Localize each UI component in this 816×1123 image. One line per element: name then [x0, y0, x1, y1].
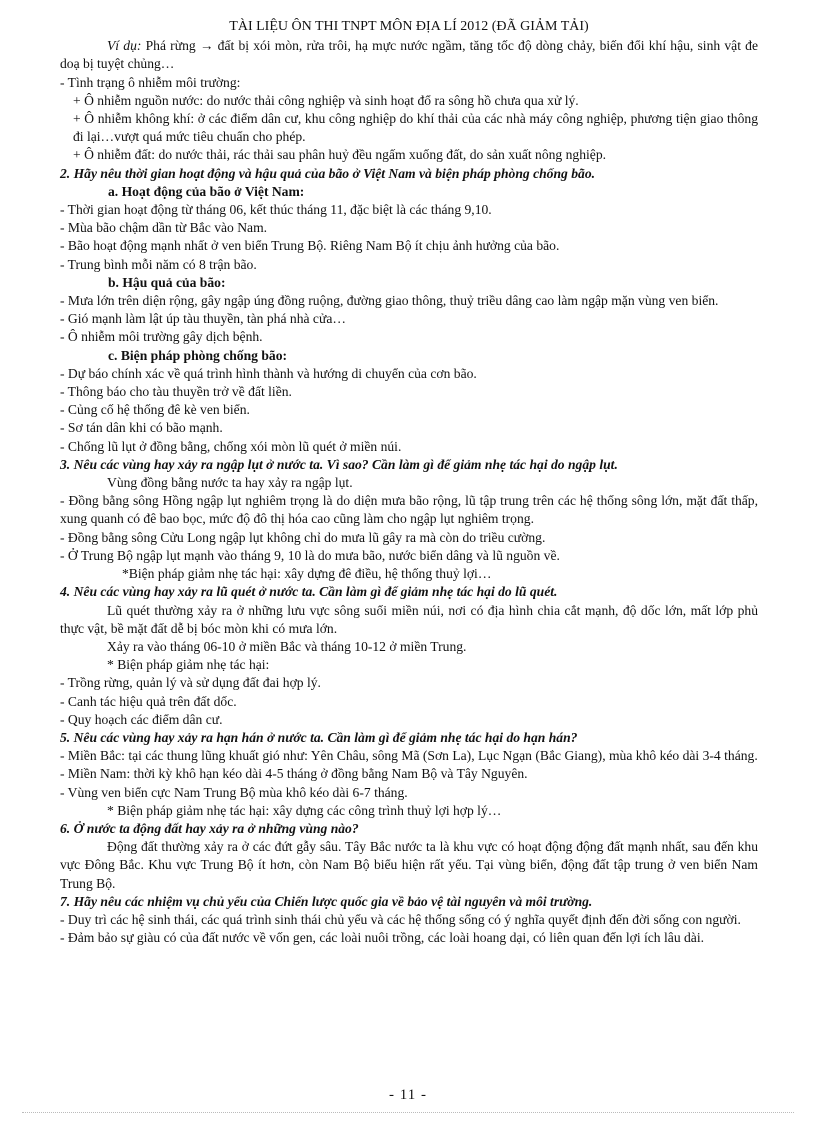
- paragraph: [60, 911, 758, 929]
- paragraph: [60, 419, 758, 437]
- paragraph: [60, 438, 758, 456]
- paragraph: [60, 219, 758, 237]
- paragraph-text: - Miền Nam: thời kỳ khô hạn kéo dài 4-5 tháng ở đồng bằng Nam Bộ và Tây Nguyên.: [60, 766, 528, 782]
- paragraph-text: *Biện pháp giảm nhẹ tác hại: xây dựng đê điều, hệ thống thuỷ lợi…: [122, 566, 492, 582]
- paragraph-text: * Biện pháp giảm nhẹ tác hại: xây dựng các công trình thuỷ lợi hợp lý…: [107, 802, 502, 818]
- paragraph: [60, 74, 758, 92]
- page-number-text: - 11 -: [389, 1087, 427, 1103]
- paragraph-text: - Ô nhiễm môi trường gây dịch bệnh.: [60, 329, 263, 345]
- paragraph: [60, 328, 758, 346]
- paragraph-text: - Gió mạnh làm lật úp tàu thuyền, tàn phá nhà cửa…: [60, 311, 346, 327]
- question-heading: [60, 583, 758, 601]
- paragraph-text: - Trung bình mỗi năm có 8 trận bão.: [60, 256, 257, 272]
- paragraph-text: * Biện pháp giảm nhẹ tác hại:: [107, 657, 270, 673]
- paragraph-text: + Ô nhiễm nguồn nước: do nước thải công nghiệp và sinh hoạt đổ ra sông hồ chưa qua xử lý.: [73, 92, 579, 108]
- question-heading: [60, 165, 758, 183]
- paragraph: [60, 547, 758, 565]
- paragraph: [60, 802, 758, 820]
- paragraph: [60, 365, 758, 383]
- paragraph-text: - Đảm bảo sự giàu có của đất nước về vốn gen, các loài nuôi trồng, các loài hoang dại, có liên quan đến lợi ích lâu dài.: [60, 930, 705, 946]
- paragraph-text: c. Biện pháp phòng chống bão:: [108, 347, 288, 363]
- paragraph-text: Vùng đồng bằng nước ta hay xảy ra ngập lụt.: [107, 475, 353, 491]
- paragraph-text: - Vùng ven biển cực Nam Trung Bộ mùa khô kéo dài 6-7 tháng.: [60, 784, 408, 800]
- question-heading: [60, 820, 758, 838]
- paragraph: [60, 383, 758, 401]
- paragraph: [60, 256, 758, 274]
- page-number: [0, 1086, 816, 1104]
- paragraph-text: 7. Hãy nêu các nhiệm vụ chủ yếu của Chiến lược quốc gia về bảo vệ tài nguyên và môi trường.: [60, 893, 593, 909]
- paragraph: [60, 765, 758, 783]
- paragraph: [60, 92, 758, 110]
- paragraph: [60, 401, 758, 419]
- paragraph: [60, 201, 758, 219]
- paragraph: [60, 146, 758, 164]
- paragraph: [60, 747, 758, 765]
- paragraph: [60, 492, 758, 528]
- paragraph: [60, 602, 758, 638]
- footer-divider: [22, 1112, 794, 1113]
- paragraph-text: - Chống lũ lụt ở đồng bằng, chống xói mòn lũ quét ở miền núi.: [60, 438, 402, 454]
- paragraph-text: b. Hậu quả của bão:: [108, 274, 226, 290]
- paragraph-text: 5. Nêu các vùng hay xảy ra hạn hán ở nước ta. Cần làm gì để giảm nhẹ tác hại do hạn hán?: [60, 729, 578, 745]
- question-heading: [60, 456, 758, 474]
- paragraph-text: - Đồng bằng sông Cửu Long ngập lụt không chỉ do mưa lũ gây ra mà còn do triều cường.: [60, 529, 546, 545]
- paragraph-text: + Ô nhiễm không khí: ở các điểm dân cư, khu công nghiệp do khí thải của các nhà máy công nghiệp, phương tiện giao thông đi lại…vượt quá mức tiêu chuẩn cho phép.: [73, 111, 758, 145]
- paragraph-text: - Củng cố hệ thống đê kè ven biển.: [60, 402, 250, 418]
- document-body: [60, 18, 758, 947]
- paragraph-text: 4. Nêu các vùng hay xảy ra lũ quét ở nước ta. Cần làm gì để giảm nhẹ tác hại do lũ quét.: [60, 584, 558, 600]
- page-title: TÀI LIỆU ÔN THI TNPT MÔN ĐỊA LÍ 2012 (ĐÃ GIẢM TẢI): [229, 19, 589, 34]
- paragraph-list: [60, 37, 758, 947]
- paragraph-text: - Canh tác hiệu quả trên đất dốc.: [60, 693, 237, 709]
- paragraph: [60, 110, 758, 146]
- paragraph: [60, 929, 758, 947]
- paragraph-text: - Ở Trung Bộ ngập lụt mạnh vào tháng 9, 10 là do mưa bão, nước biển dâng và lũ nguồn về.: [60, 547, 560, 563]
- paragraph: [60, 838, 758, 893]
- paragraph: [60, 529, 758, 547]
- paragraph: [60, 784, 758, 802]
- paragraph-text: 3. Nêu các vùng hay xảy ra ngập lụt ở nước ta. Vì sao? Cần làm gì để giảm nhẹ tác hại do ngập lụt.: [60, 456, 618, 472]
- question-heading: [60, 893, 758, 911]
- paragraph: [60, 237, 758, 255]
- paragraph-text: - Mưa lớn trên diện rộng, gây ngập úng đồng ruộng, đường giao thông, thuỷ triều dâng cao làm ngập mặn vùng ven biển.: [60, 293, 719, 309]
- paragraph-text: Xảy ra vào tháng 06-10 ở miền Bắc và tháng 10-12 ở miền Trung.: [107, 638, 467, 654]
- paragraph-text: - Mùa bão chậm dần từ Bắc vào Nam.: [60, 220, 268, 236]
- paragraph-text: - Thông báo cho tàu thuyền trở về đất liền.: [60, 384, 292, 400]
- paragraph: [60, 638, 758, 656]
- paragraph-text: - Trồng rừng, quản lý và sử dụng đất đai hợp lý.: [60, 675, 321, 691]
- paragraph-text: - Duy trì các hệ sinh thái, các quá trình sinh thái chủ yếu và các hệ thống sống có ý nghĩa quyết định đến đời sống con người.: [60, 911, 741, 927]
- question-heading: [60, 729, 758, 747]
- paragraph-text: a. Hoạt động của bão ở Việt Nam:: [108, 183, 305, 199]
- paragraph: [60, 37, 758, 73]
- paragraph-text: 6. Ở nước ta động đất hay xảy ra ở những vùng nào?: [60, 820, 359, 836]
- paragraph: [60, 565, 758, 583]
- paragraph-text: - Bão hoạt động mạnh nhất ở ven biển Trung Bộ. Riêng Nam Bộ ít chịu ảnh hưởng của bão.: [60, 238, 560, 254]
- paragraph-text: Phá rừng → đất bị xói mòn, rửa trôi, hạ mực nước ngầm, tăng tốc độ dòng chảy, biến đổi khí hậu, sinh vật đe doạ bị tuyệt chủng…: [60, 38, 758, 72]
- paragraph-text: - Quy hoạch các điểm dân cư.: [60, 711, 223, 727]
- paragraph-text: + Ô nhiễm đất: do nước thải, rác thải sau phân huỷ đều ngấm xuống đất, do sản xuất nông nghiệp.: [73, 147, 607, 163]
- paragraph-text: Động đất thường xảy ra ở các đứt gẫy sâu. Tây Bắc nước ta là khu vực có hoạt động động đất mạnh nhất, sau đến khu vực Đông Bắc. Khu vực Trung Bộ ít hơn, còn Nam Bộ biểu hiện rất yếu. Tại vùng biển, động đất tập trung ở ven biển Nam Trung Bộ.: [60, 839, 758, 891]
- section-heading: [60, 347, 758, 365]
- paragraph: [60, 292, 758, 310]
- section-heading: [60, 274, 758, 292]
- paragraph-text: - Tình trạng ô nhiễm môi trường:: [60, 74, 241, 90]
- paragraph-text: Lũ quét thường xảy ra ở những lưu vực sông suối miền núi, nơi có địa hình chia cắt mạnh, độ dốc lớn, mất lớp phủ thực vật, bề mặt đất dễ bị bóc mòn khi có mưa lớn.: [60, 602, 758, 636]
- paragraph: [60, 674, 758, 692]
- paragraph: [60, 711, 758, 729]
- paragraph: [60, 693, 758, 711]
- paragraph-text: - Đồng bằng sông Hồng ngập lụt nghiêm trọng là do diện mưa bão rộng, lũ tập trung trên các hệ thống sông lớn, mặt đất thấp, xung quanh có đê bao bọc, mức độ đô thị hóa cao cũng làm cho ngập lụt nghiêm trọng.: [60, 493, 758, 527]
- paragraph-text: - Miền Bắc: tại các thung lũng khuất gió như: Yên Châu, sông Mã (Sơn La), Lục Ngạn (Bắc Giang), mùa khô kéo dài 3-4 tháng.: [60, 748, 758, 764]
- paragraph: [60, 310, 758, 328]
- paragraph: [60, 656, 758, 674]
- example-label: Ví dụ:: [107, 38, 142, 54]
- paragraph-text: - Sơ tán dân khi có bão mạnh.: [60, 420, 223, 436]
- section-heading: [60, 183, 758, 201]
- paragraph-text: 2. Hãy nêu thời gian hoạt động và hậu quả của bão ở Việt Nam và biện pháp phòng chống bão.: [60, 165, 596, 181]
- paragraph-text: - Thời gian hoạt động từ tháng 06, kết thúc tháng 11, đặc biệt là các tháng 9,10.: [60, 202, 492, 218]
- paragraph: [60, 474, 758, 492]
- paragraph-text: - Dự báo chính xác về quá trình hình thành và hướng di chuyển của cơn bão.: [60, 365, 477, 381]
